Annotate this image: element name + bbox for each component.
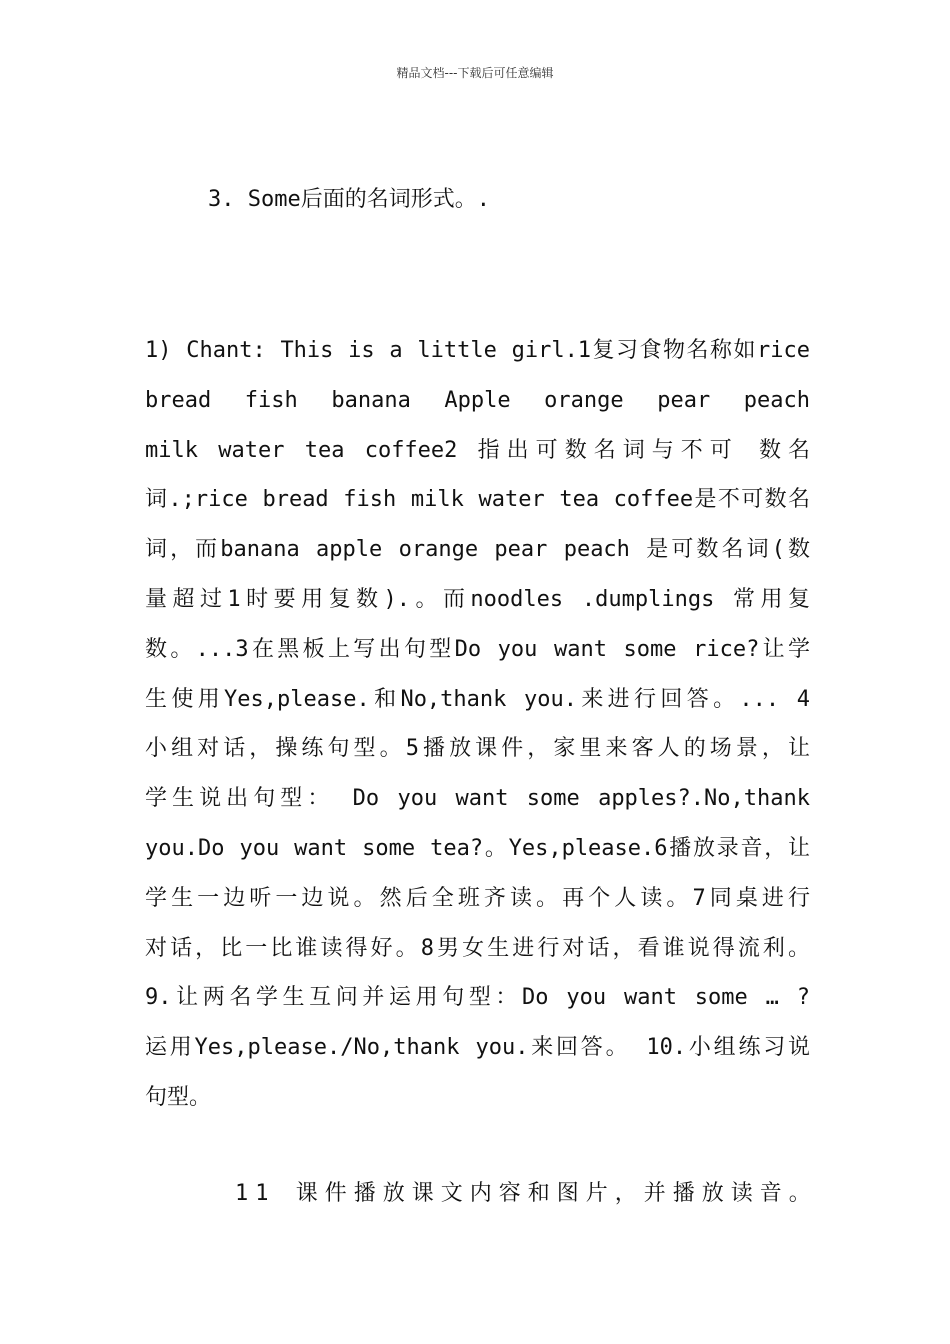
body-line: 数。...3在黑板上写出句型Do you want some rice?让学 [145, 636, 810, 662]
body-text [145, 326, 810, 1123]
body-line: 学生一边听一边说。然后全班齐读。再个人读。7同桌进行 [145, 885, 810, 911]
body-line: 学生说出句型： Do you want some apples?.No,thank [145, 786, 810, 812]
body-line: 1) Chant: This is a little girl.1复习食物名称如rice [145, 338, 810, 363]
numbered-step-line: 11 课件播放课文内容和图片，并播放读音。 [235, 1181, 818, 1206]
body-line: 句型。 [145, 1084, 212, 1110]
body-line: 量超过1时要用复数).。而noodles .dumplings 常用复 [145, 586, 810, 612]
body-line: 小组对话，操练句型。5播放课件，家里来客人的场景，让 [145, 736, 810, 762]
body-line: 词，而banana apple orange pear peach 是可数名词(数 [145, 537, 810, 563]
body-line: 词.;rice bread fish milk water tea coffee是不可数名 [145, 487, 810, 513]
body-line: bread fish banana Apple orange pear peach [145, 387, 810, 413]
body-line: milk water tea coffee2 指出可数名词与不可 数名 [145, 437, 810, 463]
body-line: 对话，比一比谁读得好。8男女生进行对话，看谁说得流利。 [145, 935, 810, 961]
section-heading: 3. Some后面的名词形式。. [208, 187, 490, 212]
body-line: 运用Yes,please./No,thank you.来回答。 10.小组练习说 [145, 1035, 810, 1061]
body-line: 9.让两名学生互问并运用句型：Do you want some … ? [145, 985, 810, 1011]
body-line: 生使用Yes,please.和No,thank you.来进行回答。... 4 [145, 686, 810, 712]
page-header: 精品文档---下载后可任意编辑 [396, 66, 554, 80]
body-line: you.Do you want some tea?。Yes,please.6播放录音，让 [145, 835, 810, 861]
